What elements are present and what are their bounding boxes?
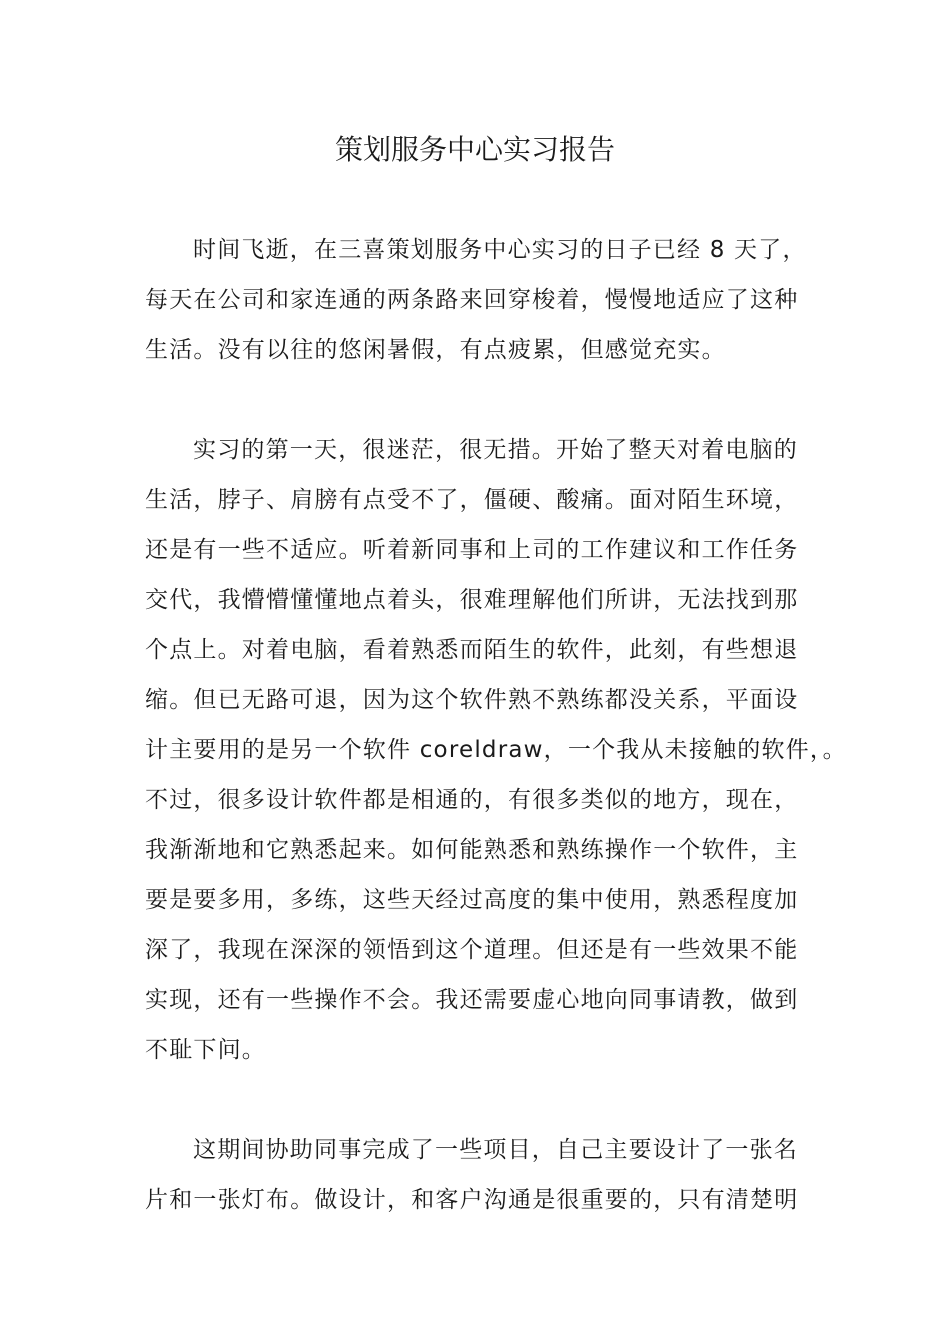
paragraph-3-line-1: 这期间协助同事完成了一些项目，自己主要设计了一张名 <box>193 1137 798 1163</box>
paragraph-2-line-1: 实习的第一天，很迷茫，很无措。开始了整天对着电脑的 <box>193 437 798 463</box>
paragraph-2-line-12: 实现，还有一些操作不会。我还需要虚心地向同事请教，做到 <box>145 987 799 1013</box>
paragraph-3-line-2: 片和一张灯布。做设计，和客户沟通是很重要的，只有清楚明 <box>145 1187 799 1213</box>
paragraph-1-line-1: 时间飞逝，在三喜策划服务中心实习的日子已经 8 天了， <box>193 237 807 263</box>
paragraph-2-line-3: 还是有一些不适应。听着新同事和上司的工作建议和工作任务 <box>145 537 799 563</box>
paragraph-2-line-13: 不耻下问。 <box>145 1037 266 1063</box>
paragraph-2-line-7: 计主要用的是另一个软件 coreldraw，一个我从未接触的软件，。 <box>145 737 847 763</box>
paragraph-2-line-11: 深了，我现在深深的领悟到这个道理。但还是有一些效果不能 <box>145 937 799 963</box>
document-title: 策划服务中心实习报告 <box>334 133 615 166</box>
paragraph-1-line-2: 每天在公司和家连通的两条路来回穿梭着，慢慢地适应了这种 <box>145 287 799 313</box>
paragraph-2-line-4: 交代，我懵懵懂懂地点着头，很难理解他们所讲，无法找到那 <box>145 587 799 613</box>
paragraph-2-line-6: 缩。但已无路可退，因为这个软件熟不熟练都没关系，平面设 <box>145 687 799 713</box>
paragraph-1-line-3: 生活。没有以往的悠闲暑假，有点疲累，但感觉充实。 <box>145 337 726 363</box>
paragraph-2-line-8: 不过，很多设计软件都是相通的，有很多类似的地方，现在， <box>145 787 799 813</box>
paragraph-2-line-10: 要是要多用，多练，这些天经过高度的集中使用，熟悉程度加 <box>145 887 799 913</box>
paragraph-2-line-2: 生活，脖子、肩膀有点受不了，僵硬、酸痛。面对陌生环境， <box>145 487 799 513</box>
paragraph-2-line-5: 个点上。对着电脑，看着熟悉而陌生的软件，此刻，有些想退 <box>145 637 799 663</box>
paragraph-2-line-9: 我渐渐地和它熟悉起来。如何能熟悉和熟练操作一个软件，主 <box>145 837 799 863</box>
